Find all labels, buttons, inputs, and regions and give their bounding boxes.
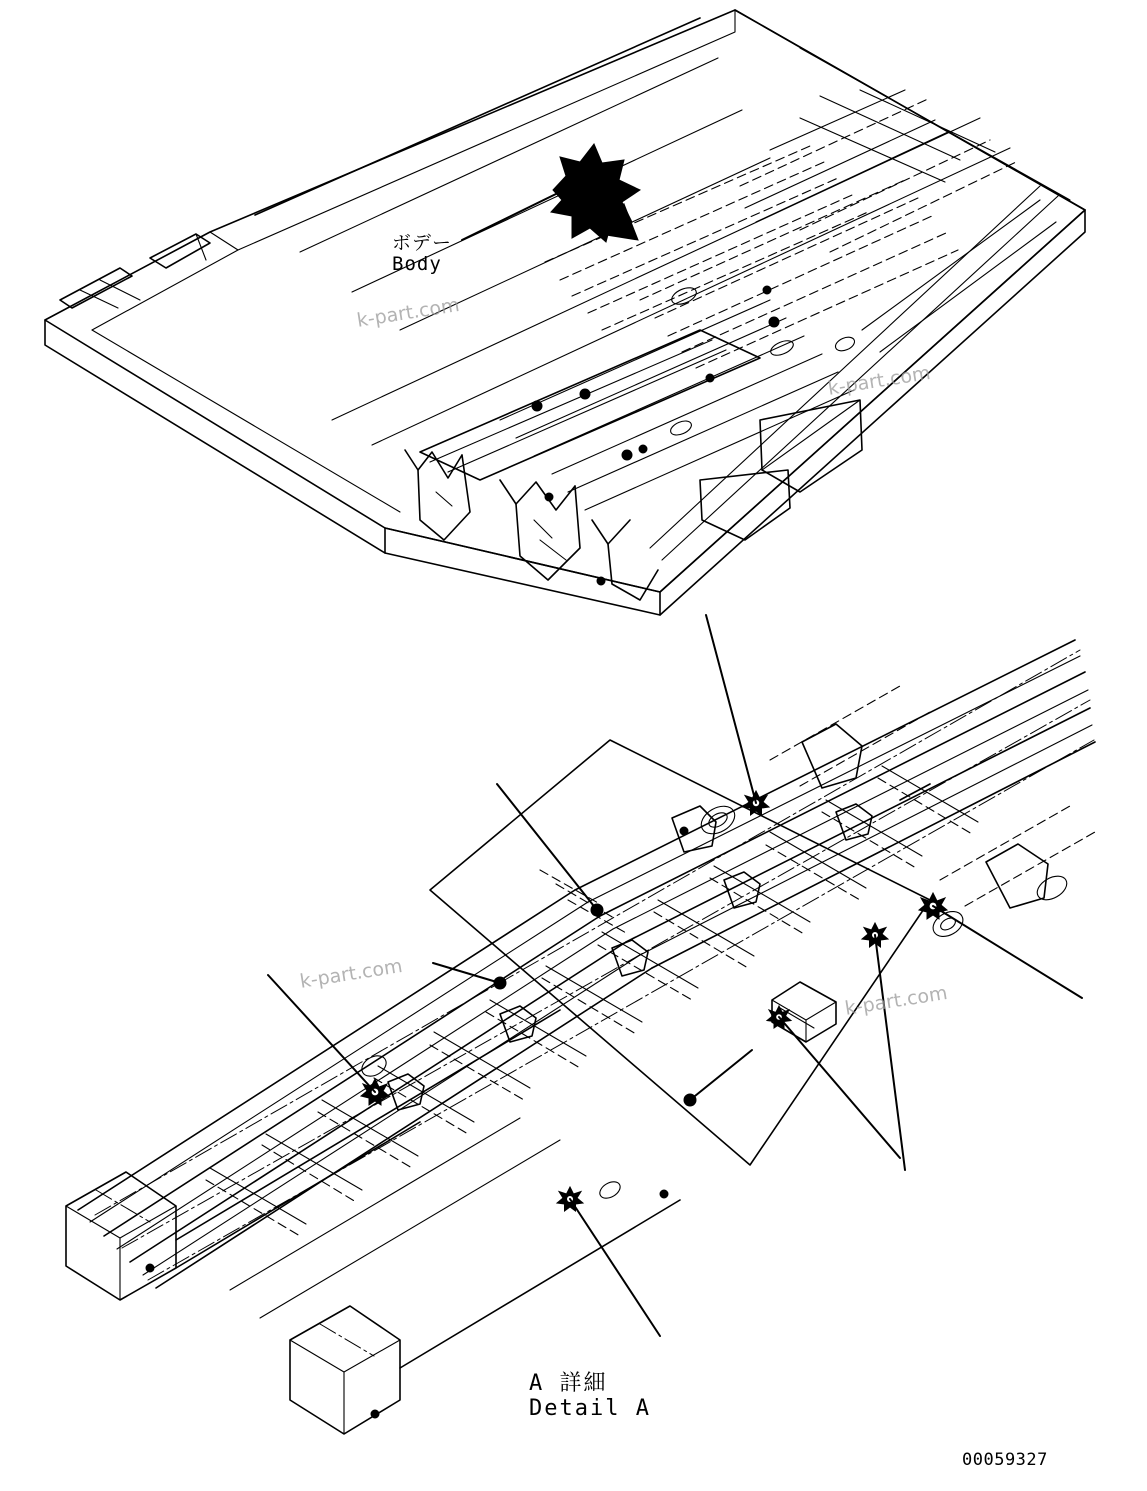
body-label-en: Body [392,253,442,276]
main-view-body [45,10,1085,615]
watermark: k-part.com [843,981,949,1020]
detail-label-en: Detail A [529,1395,651,1421]
body-label [392,233,452,276]
body-label-jp: ボデー [392,232,453,254]
detail-a-label [529,1372,651,1421]
callout-letter-a: A [590,163,614,203]
watermark: k-part.com [298,954,404,993]
watermark: k-part.com [355,293,461,332]
detail-a-view [66,615,1095,1434]
watermark: k-part.com [826,361,932,400]
detail-label-jp: A 詳細 [529,1371,608,1396]
drawing-number: 00059327 [962,1450,1048,1470]
